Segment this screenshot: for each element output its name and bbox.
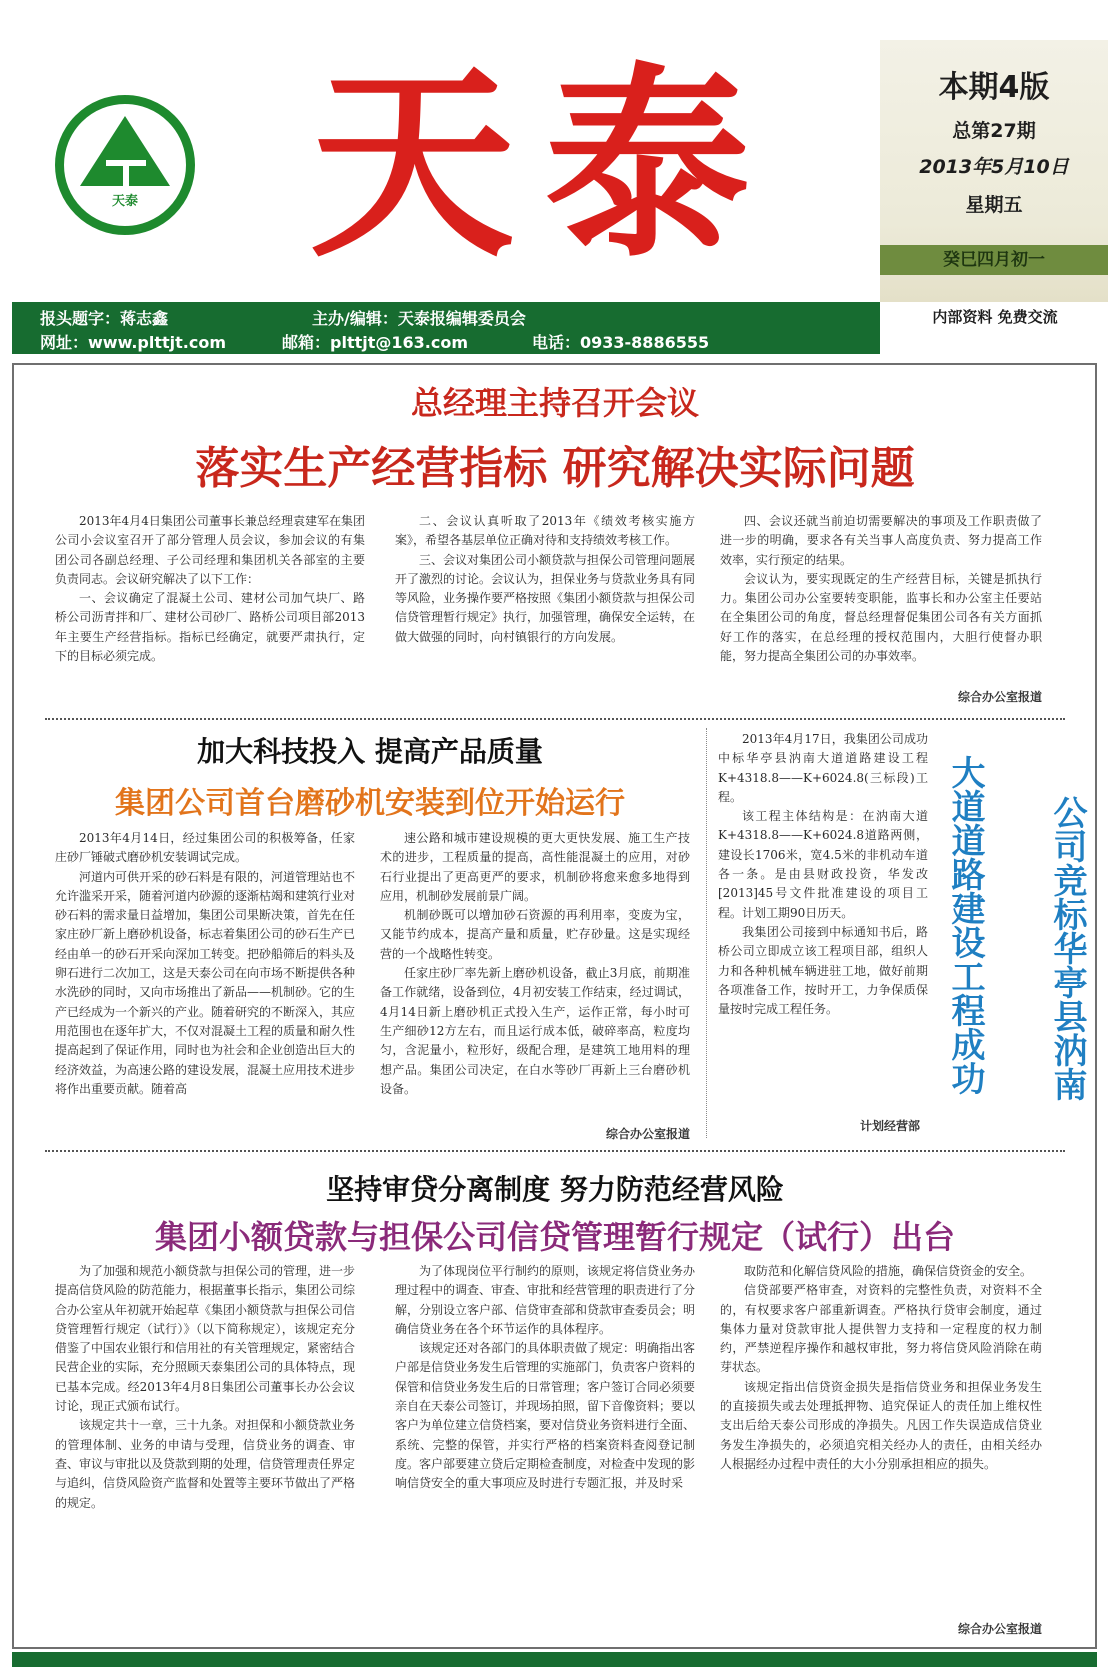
article2-c2-p2: 机制砂既可以增加砂石资源的再利用率，变废为宝，又能节约成本，提高产量和质量，贮存砂量。这是实现经营的一个战略性转变。 — [380, 908, 690, 961]
editor-credit: 主办/编辑：天泰报编辑委员会 — [312, 309, 526, 328]
article2-title: 集团公司首台磨砂机安装到位开始运行 — [115, 786, 625, 821]
article4-title: 集团小额贷款与担保公司信贷管理暂行规定（试行）出台 — [154, 1218, 955, 1256]
divider-1 — [45, 718, 1065, 720]
issue-weekday: 星期五 — [965, 194, 1023, 216]
website-text: 网址：www.plttjt.com — [40, 333, 226, 352]
internal-note: 内部资料 免费交流 — [932, 308, 1058, 326]
article4-sign: 综合办公室报道 — [957, 1622, 1042, 1636]
masthead-logo — [55, 95, 195, 235]
logo-t-stem — [123, 160, 129, 186]
divider-vertical — [706, 728, 707, 1138]
article4-c3-p2: 信贷部要严格审查，对资料的完整性负责，对资料不全的，有权要求客户部重新调查。严格执行贷审会制度，通过集体力量对贷款审批人提供智力支持和一定程度的权力制约，严禁逆程序操作和越权审批，努力将信贷风险消除在萌芽状态。 — [720, 1283, 1042, 1375]
article1-c3-p1: 四、会议还就当前迫切需要解决的事项及工作职责做了进一步的明确，要求各有关当事人高度负责、努力提高工作效率，实行预定的结果。 — [720, 514, 1042, 567]
article1-column-1 — [55, 512, 365, 702]
article1-column-2 — [395, 512, 695, 702]
footer-bar — [12, 1652, 1097, 1667]
article2-column-2 — [380, 829, 690, 1119]
phone-text: 电话：0933-8886555 — [532, 333, 710, 352]
calligraphy-credit: 报头题字：蒋志鑫 — [40, 309, 169, 328]
info-bar — [12, 302, 880, 354]
article2-c1-p2: 河道内可供开采的砂石料是有限的，河道管理站也不允许滥采开采，随着河道内砂源的逐渐枯竭和建筑行业对砂石料的需求量日益增加，集团公司果断决策，首先在任家庄砂厂新上磨砂机设备，标志着集团公司的砂石生产已经由单一的砂石开采向深加工转变。把砂船筛后的料头及卵石进行二次加工，这是天泰公司在向市场不断提供各种水洗砂的同时，又向市场推出了新品——机制砂。它的生产已经成为一个新兴的产业。随着研究的不断深入，其应用范围也在逐年扩大，不仅对混凝土工程的质量和耐久性提高起到了保证作用，同时也为社会和企业创造出巨大的经济效益，为高速公路的建设发展，混凝土应用技术进步将作出重要贡献。随着高 — [55, 869, 355, 1096]
article2-column-1 — [55, 829, 355, 1139]
article3-p3: 我集团公司接到中标通知书后，路桥公司立即成立该工程项目部，组织人力和各种机械车辆进驻工地，做好前期各项准备工作，按时开工，力争保质保量按时完成工程任务。 — [718, 924, 928, 1017]
article4-c2-p1: 为了体现岗位平行制约的原则，该规定将信贷业务办理过程中的调查、审查、审批和经营管理的职责进行了分解，分别设立客户部、信贷审查部和贷款审查委员会；明确信贷业务在各个环节运作的具体程序。 — [395, 1264, 695, 1336]
lunar-date: 癸巳四月初一 — [880, 245, 1108, 275]
article4-column-3 — [720, 1262, 1042, 1617]
article4-c1-p2: 该规定共十一章，三十九条。对担保和小额贷款业务的管理体制、业务的申请与受理，信贷业务的调查、审查、审议与审批以及贷款到期的处理，信贷管理责任界定与追纠，信贷风险资产监督和处置等主要环节做出了严格的规定。 — [55, 1418, 355, 1510]
article3-p1: 2013年4月17日，我集团公司成功中标华亭县汭南大道道路建设工程K+4318.8——K+6024.8(三标段)工程。 — [718, 732, 928, 804]
divider-2 — [45, 1150, 1065, 1152]
article4-c1-p1: 为了加强和规范小额贷款与担保公司的管理，进一步提高信贷风险的防范能力，根据董事长指示，集团公司综合办公室从年初就开始起草《集团小额贷款与担保公司信贷管理暂行规定（试行）》（以下简称规定），该规定充分借鉴了中国农业银行和信用社的有关管理规定，紧密结合民营企业的实际，充分照顾天泰集团公司的具体特点，现已基本完成。经2013年4月8日集团公司董事长办公会议讨论，现正式颁布试行。 — [55, 1264, 355, 1414]
article2-kicker: 加大科技投入 提高产品质量 — [197, 735, 543, 768]
issue-pages: 本期4版 — [938, 70, 1050, 105]
article4-c3-p3: 该规定指出信贷资金损失是指信贷业务和担保业务发生的直接损失或去处理抵押物、追究保证人的责任加上维权性支出后给天泰公司形成的净损失。凡因工作失误造成信贷业务发生净损失的，必须追究相关经办人的责任，由相关经办人根据经办过程中责任的大小分别承担相应的损失。 — [720, 1379, 1042, 1471]
paper-name: 天泰 — [310, 45, 780, 285]
article1-c1-p2: 一、会议确定了混凝土公司、建材公司加气块厂、路桥公司沥青拌和厂、建材公司砂厂、路桥公司项目部2013年主要生产经营指标。指标已经确定，就要严肃执行，定下的目标必须完成。 — [55, 591, 365, 664]
logo-text: 天泰 — [111, 194, 138, 209]
article2-sign: 综合办公室报道 — [605, 1127, 690, 1141]
article1-column-3 — [720, 512, 1042, 690]
article1-c1-p1: 2013年4月4日集团公司董事长兼总经理袁建军在集团公司小会议室召开了部分管理人员会议，参加会议的有集团公司各副总经理、子公司经理和集团机关各部室的主要负责同志。会议研究解决了以下工作： — [55, 514, 365, 586]
article2-c2-p3: 任家庄砂厂率先新上磨砂机设备，截止3月底，前期准备工作就绪，设备到位，4月初安装工作结束，经过调试，4月14日新上磨砂机正式投入生产，运作正常，每小时可生产细砂12方左右，而且运行成本低，破碎率高，粒度均匀，含泥量小，粒形好，级配合理，是建筑工地用料的理想产品。集团公司决定，在白水等砂厂再新上三台磨砂机设备。 — [380, 966, 690, 1096]
article3-p2: 该工程主体结构是：在汭南大道K+4318.8——K+6024.8道路两侧，建设长1706米，宽4.5米的非机动车道各一条。是由县财政投资，华发改[2013]45号文件批准建设的项目工程。计划工期90日历天。 — [718, 809, 928, 920]
article4-c2-p2: 该规定还对各部门的具体职责做了规定：明确指出客户部是信贷业务发生后管理的实施部门，负责客户资料的保管和信贷业务发生后的日常管理；客户签订合同必须要亲自在天泰公司签订，并现场拍照，留下音像资料；要以客户为单位建立信贷档案，要对信贷业务资料进行全面、系统、完整的保管，并实行严格的档案资料查阅登记制度。客户部要建立贷后定期检查制度，对检查中发现的影响信贷安全的重大事项应及时进行专题汇报，并及时采 — [395, 1341, 695, 1491]
article1-title: 落实生产经营指标 研究解决实际问题 — [195, 443, 915, 494]
article1-c2-p1: 二、会议认真听取了2013年《绩效考核实施方案》，希望各基层单位正确对待和支持绩效考核工作。 — [395, 514, 695, 548]
article3-title-line-2: 大道道路建设工程成功 — [945, 755, 985, 1095]
article4-kicker: 坚持审贷分离制度 努力防范经营风险 — [326, 1173, 784, 1206]
article4-c3-p1: 取防范和化解信贷风险的措施，确保信贷资金的安全。 — [744, 1264, 1033, 1278]
issue-total: 总第27期 — [952, 120, 1036, 142]
article3-title-line-1: 公司竞标华亭县汭南 — [1047, 795, 1087, 1101]
article4-column-2 — [395, 1262, 695, 1632]
article1-c2-p2: 三、会议对集团公司小额贷款与担保公司管理问题展开了激烈的讨论。会议认为，担保业务与贷款业务具有同等风险，业务操作要严格按照《集团小额贷款与担保公司信贷管理暂行规定》执行，加强管理，确保安全运转，在做大做强的同时，向村镇银行的方向发展。 — [395, 552, 695, 644]
article2-c2-p1: 速公路和城市建设规模的更大更快发展、施工生产技术的进步，工程质量的提高，高性能混凝土的应用，对砂石行业提出了更高更严的要求，机制砂将愈来愈多地得到应用，机制砂发展前景广阔。 — [380, 831, 690, 903]
article3-title — [945, 755, 1087, 1140]
email-text: 邮箱：plttjt@163.com — [282, 333, 468, 352]
article3-sign: 计划经营部 — [859, 1119, 920, 1133]
article1-kicker: 总经理主持召开会议 — [410, 384, 699, 422]
article3-body — [718, 730, 928, 1115]
article4-column-1 — [55, 1262, 355, 1632]
article1-c3-p2: 会议认为，要实现既定的生产经营目标，关键是抓执行力。集团公司办公室要转变职能，监事长和办公室主任要站在全集团公司的角度，督总经理督促集团公司各有关方面抓好工作的落实，在总经理的授权范围内，大胆行使督办职能，努力提高全集团公司的办事效率。 — [720, 571, 1042, 664]
article2-c1-p1: 2013年4月14日，经过集团公司的积极筹备，任家庄砂厂锤破式磨砂机安装调试完成。 — [55, 831, 355, 865]
article1-sign: 综合办公室报道 — [957, 690, 1042, 704]
issue-date: 2013年5月10日 — [919, 156, 1069, 178]
